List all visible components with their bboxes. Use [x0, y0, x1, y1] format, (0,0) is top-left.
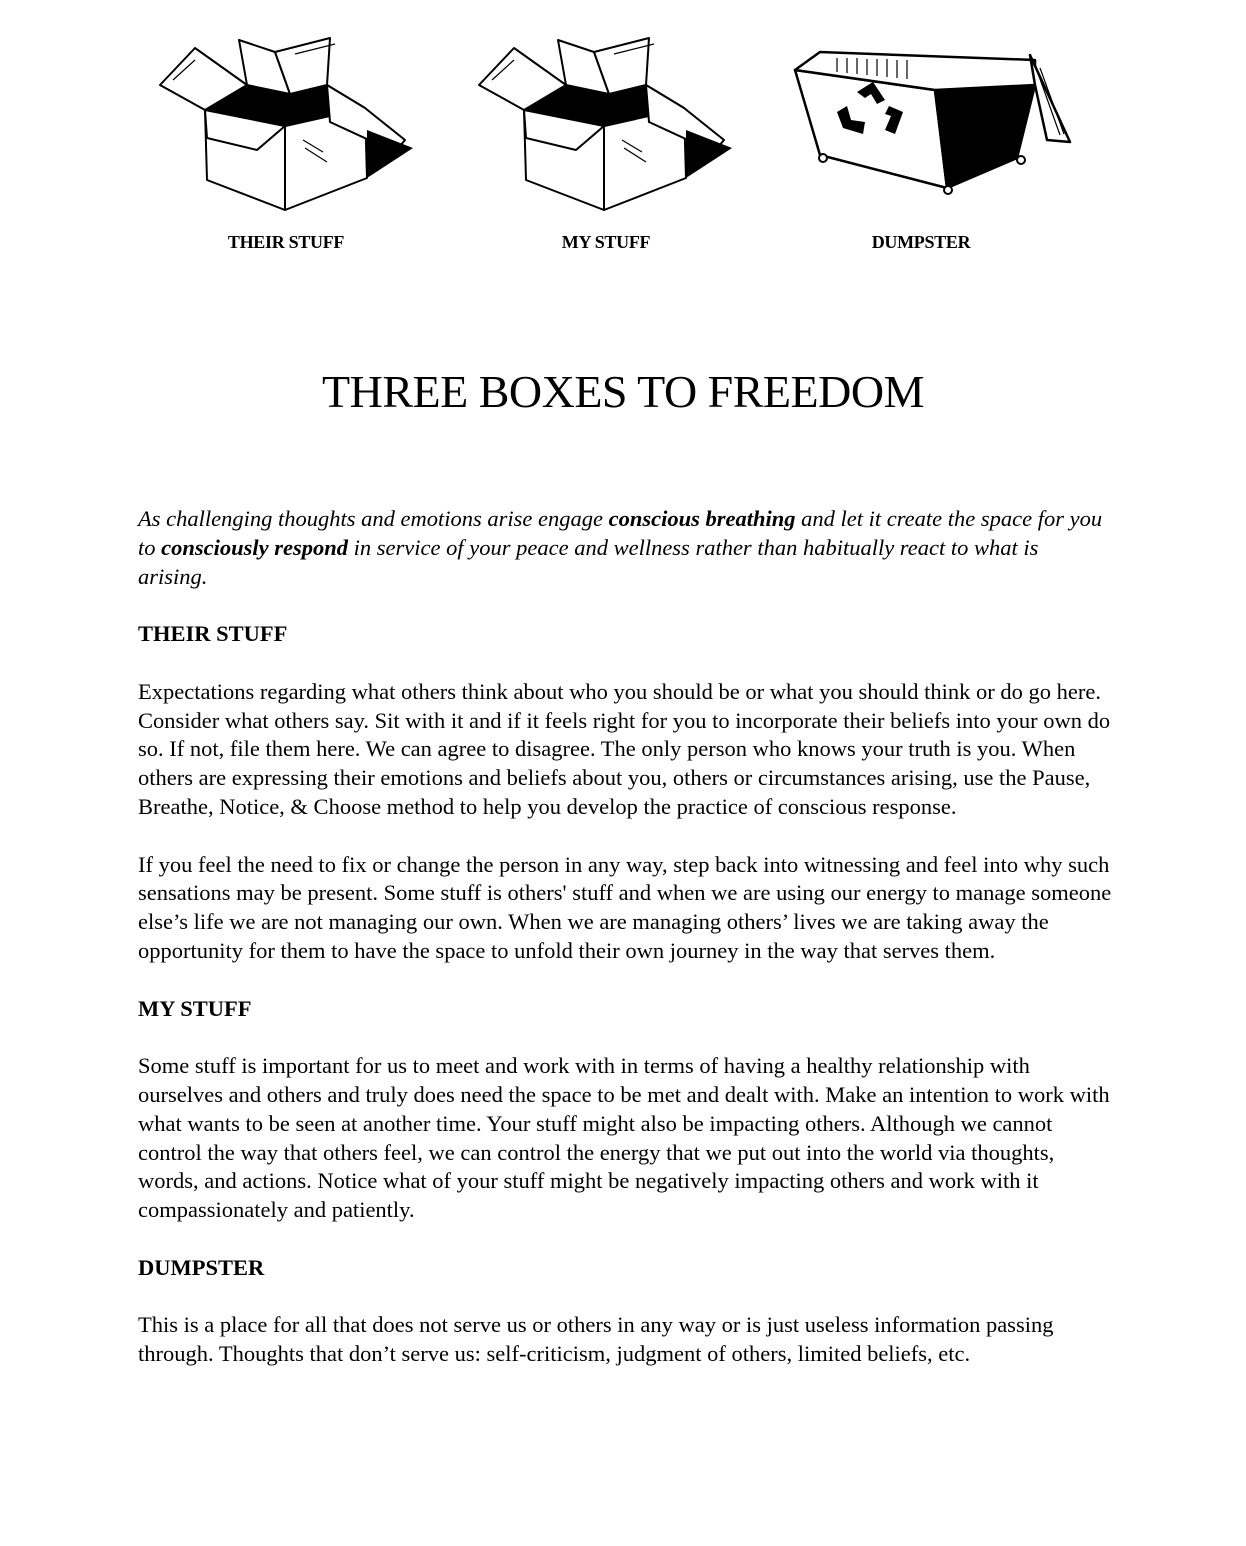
dumpster-heading: DUMPSTER [138, 1254, 265, 1280]
intro-text-3: in service of your peace and wellness rather than habitually react to what is arising. [138, 534, 1039, 589]
their-stuff-label: THEIR STUFF [227, 232, 345, 252]
my-stuff-label: MY STUFF [561, 232, 651, 252]
intro-emphasis-breathing: conscious breathing [608, 506, 796, 531]
my-stuff-paragraph: Some stuff is important for us to meet and work with in terms of having a healthy relationship with ourselves and others and truly does need the space to be met and dealt with. Make an intention to work with what wants to be seen at another time. Your stuff might also be impacting others. Although we cannot control the way that others feel, we can control the energy that we put out into the world via thoughts, words, and actions. Notice what of your stuff might be negatively impacting others and work with it compassionately and patiently. [138, 1053, 1110, 1223]
illustrations-row [0, 0, 1246, 270]
dumpster-icon [785, 30, 1075, 200]
dumpster-label: DUMPSTER [871, 232, 971, 252]
their-stuff-heading: THEIR STUFF [138, 621, 288, 647]
intro-text-2: and let it create the space for you to [138, 506, 1103, 560]
document-body [138, 505, 1113, 1369]
intro-paragraph [138, 505, 1113, 591]
open-box-icon [155, 30, 420, 215]
dumpster-paragraph: This is a place for all that does not serve us or others in any way or is just useless information passing through. Thoughts that don’t serve us: self-criticism, judgment of others, limited beliefs, etc. [138, 1312, 1054, 1367]
their-stuff-paragraph: Expectations regarding what others think about who you should be or what you should think or do go here. Consider what others say. Sit with it and if it feels right for you to incorporate their beliefs into your own do so. If not, file them here. We can agree to disagree. The only person who knows your truth is you. When others are expressing their emotions and beliefs about you, others or circumstances arising, use the Pause, Breathe, Notice, & Choose method to help you develop the practice of conscious response. [138, 678, 1111, 819]
open-box-icon [474, 30, 739, 215]
intro-emphasis-respond: consciously respond [161, 534, 349, 560]
intro-text-1: As challenging thoughts and emotions arise engage [138, 506, 609, 531]
my-stuff-heading: MY STUFF [138, 995, 252, 1021]
page-title: THREE BOXES TO FREEDOM [322, 366, 924, 417]
their-stuff-paragraph: If you feel the need to fix or change the person in any way, step back into witnessing and feel into why such sensations may be present. Some stuff is others' stuff and when we are using our energy to manage someone else’s life we are not managing our own. When we are managing others’ lives we are taking away the opportunity for them to have the space to unfold their own journey in the way that serves them. [138, 851, 1112, 963]
